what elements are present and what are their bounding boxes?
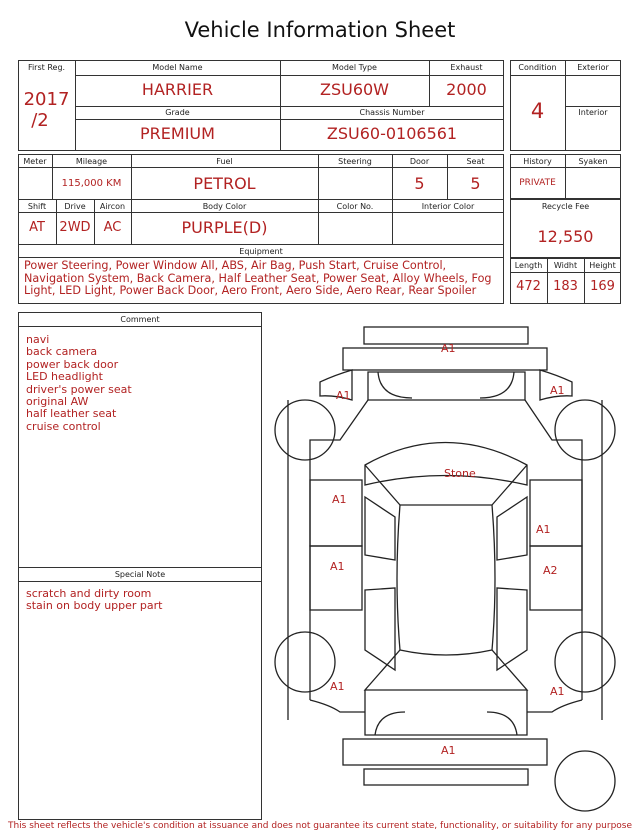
exhaust-label: Exhaust bbox=[450, 63, 483, 72]
grade-label: Grade bbox=[165, 108, 190, 117]
comment-label: Comment bbox=[120, 315, 160, 324]
height-value: 169 bbox=[590, 279, 615, 294]
mark-left-front-door: A1 bbox=[332, 493, 347, 506]
model-name-label: Model Name bbox=[152, 63, 203, 72]
condition-value: 4 bbox=[530, 99, 545, 123]
hood-outline bbox=[368, 372, 525, 400]
condition-label: Condition bbox=[518, 63, 557, 72]
chassis-label: Chassis Number bbox=[359, 108, 425, 117]
comment-item: power back door bbox=[26, 357, 119, 371]
history-label: History bbox=[523, 157, 552, 166]
comment-item: original AW bbox=[26, 395, 89, 409]
body-color-label: Body Color bbox=[202, 202, 247, 211]
page-title: Vehicle Information Sheet bbox=[184, 18, 456, 42]
model-name-value: HARRIER bbox=[141, 80, 214, 99]
special-note-item: stain on body upper part bbox=[26, 599, 163, 613]
model-type-label: Model Type bbox=[332, 63, 377, 72]
left-body-line bbox=[310, 400, 368, 700]
comment-list bbox=[26, 334, 132, 433]
special-note-list bbox=[26, 588, 163, 613]
comment-item: driver's power seat bbox=[26, 382, 132, 396]
right-front-door bbox=[530, 480, 582, 546]
mark-front-right: A1 bbox=[550, 384, 565, 397]
left-rear-tire bbox=[275, 632, 335, 692]
width-label: Widht bbox=[553, 261, 578, 270]
height-label: Height bbox=[589, 261, 616, 270]
rear-bumper-outline bbox=[364, 769, 528, 785]
mark-left-rear-door: A1 bbox=[330, 560, 345, 573]
grade-value: PREMIUM bbox=[140, 124, 215, 143]
disclaimer-footer: This sheet reflects the vehicle's condition at issuance and does not guarantee its current state, functionality, or suitability for any purpose bbox=[7, 821, 633, 831]
length-label: Length bbox=[514, 261, 543, 270]
interior-label: Interior bbox=[578, 108, 608, 117]
right-front-window bbox=[497, 497, 527, 560]
fuel-label: Fuel bbox=[216, 157, 233, 166]
model-type-value: ZSU60W bbox=[319, 80, 389, 99]
body-color-value: PURPLE(D) bbox=[181, 218, 268, 237]
equipment-value: Power Steering, Power Window All, ABS, Air Bag, Push Start, Cruise Control, Navigation System, Back Camera, Half Leather Seat, Power Seat, Alloy Wheels, Fog Light, LED Light, Power Back Door, Aero Front, Aero Side, Aero Rear, Rear Spoiler bbox=[24, 259, 492, 297]
syaken-label: Syaken bbox=[578, 157, 608, 166]
mark-rear-left: A1 bbox=[330, 680, 345, 693]
width-value: 183 bbox=[553, 279, 578, 294]
left-front-door bbox=[310, 480, 362, 546]
door-label: Door bbox=[409, 157, 430, 166]
mark-front-bumper: A1 bbox=[441, 342, 456, 355]
right-rear-door bbox=[530, 546, 582, 610]
mark-rear-right: A1 bbox=[550, 685, 565, 698]
left-front-tire bbox=[275, 400, 335, 460]
roof-sides bbox=[397, 505, 495, 650]
right-rear-window bbox=[497, 588, 527, 670]
first-reg-year: 2017 bbox=[23, 89, 70, 110]
special-note-item: scratch and dirty room bbox=[26, 587, 152, 600]
seat-label: Seat bbox=[466, 157, 485, 166]
mark-front-left: A1 bbox=[336, 389, 351, 402]
comment-item: back camera bbox=[26, 345, 98, 359]
hood-left-curve bbox=[378, 372, 412, 398]
right-body-line bbox=[525, 400, 582, 700]
hood-right-curve bbox=[480, 372, 514, 398]
fuel-value: PETROL bbox=[193, 174, 256, 193]
interior-color-label: Interior Color bbox=[421, 202, 475, 211]
drive-value: 2WD bbox=[59, 220, 91, 235]
mark-windshield: Stone bbox=[444, 467, 476, 480]
right-front-tire bbox=[555, 400, 615, 460]
recycle-fee-value: 12,550 bbox=[537, 227, 594, 246]
left-rear-window bbox=[365, 588, 395, 670]
car-damage-diagram bbox=[270, 322, 632, 816]
aircon-value: AC bbox=[103, 220, 122, 235]
tailgate-outline bbox=[365, 690, 527, 735]
history-value: PRIVATE bbox=[519, 178, 556, 188]
color-no-label: Color No. bbox=[336, 202, 374, 211]
comment-item: navi bbox=[26, 333, 50, 346]
meter-label: Meter bbox=[23, 157, 47, 166]
exterior-label: Exterior bbox=[577, 63, 609, 72]
first-reg-label: First Reg. bbox=[27, 63, 66, 72]
mileage-label: Mileage bbox=[75, 157, 108, 166]
spare-tire bbox=[555, 751, 615, 811]
exhaust-value: 2000 bbox=[446, 80, 487, 99]
rear-quarter-lines bbox=[310, 700, 582, 712]
drive-label: Drive bbox=[64, 202, 86, 211]
chassis-value: ZSU60-0106561 bbox=[326, 124, 458, 143]
steering-label: Steering bbox=[338, 157, 372, 166]
door-value: 5 bbox=[414, 174, 425, 193]
aircon-label: Aircon bbox=[99, 202, 126, 211]
comment-item: half leather seat bbox=[26, 407, 117, 421]
recycle-fee-label: Recycle Fee bbox=[541, 202, 590, 211]
comment-item: LED headlight bbox=[26, 370, 103, 384]
mark-right-front-door: A1 bbox=[536, 523, 551, 536]
shift-label: Shift bbox=[27, 202, 47, 211]
special-note-label: Special Note bbox=[114, 570, 166, 579]
left-rear-door bbox=[310, 546, 362, 610]
comment-item: cruise control bbox=[26, 419, 101, 433]
left-front-window bbox=[365, 497, 395, 560]
tailgate-curves bbox=[375, 712, 517, 735]
seat-value: 5 bbox=[470, 174, 481, 193]
rear-window-outline bbox=[365, 650, 527, 690]
mark-rear-bumper: A1 bbox=[441, 744, 456, 757]
equipment-label: Equipment bbox=[239, 247, 283, 256]
mileage-value: 115,000 KM bbox=[61, 178, 122, 189]
shift-value: AT bbox=[29, 220, 45, 235]
length-value: 472 bbox=[516, 279, 541, 294]
first-reg-month: /2 bbox=[31, 110, 49, 131]
right-rear-tire bbox=[555, 632, 615, 692]
mark-right-rear-door: A2 bbox=[543, 564, 558, 577]
